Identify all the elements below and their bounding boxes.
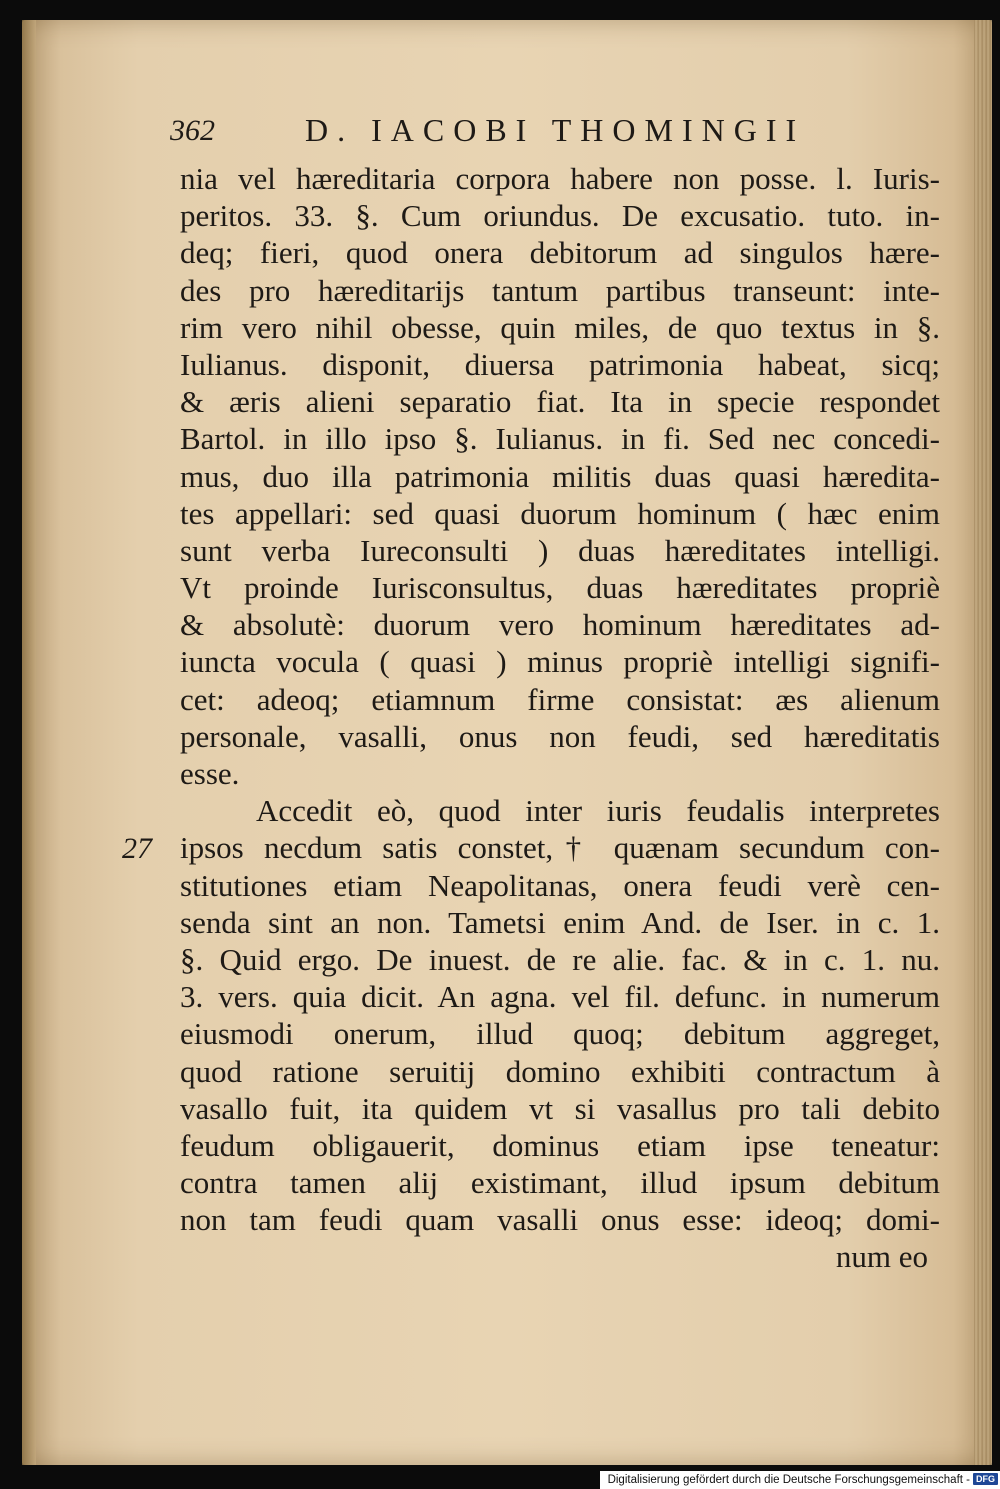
text-line: deq; fieri, quod onera debitorum ad singulos hære-: [180, 235, 940, 271]
body-text: [180, 160, 940, 1276]
text-line: mus, duo illa patrimonia militis duas quasi hæredita-: [180, 458, 940, 494]
page-fore-edge: [974, 20, 992, 1465]
text-line: & absolutè: duorum vero hominum hæreditates ad-: [180, 607, 940, 643]
catchword: num eo: [835, 1239, 928, 1275]
text-line: 3. vers. quia dicit. An agna. vel fil. defunc. in numerum: [180, 979, 940, 1015]
text-line: stitutiones etiam Neapolitanas, onera feudi verè cen-: [180, 867, 940, 903]
text-line: eiusmodi onerum, illud quoq; debitum aggreget,: [180, 1016, 940, 1052]
text-line: Vt proinde Iurisconsultus, duas hæreditates propriè: [180, 570, 940, 606]
text-line: vasallo fuit, ita quidem vt si vasallus pro tali debito: [180, 1090, 940, 1126]
text-line: non tam feudi quam vasalli onus esse: ideoq; domi-: [180, 1202, 940, 1238]
text-line: & æris alieni separatio fiat. Ita in specie respondet: [180, 384, 940, 420]
text-line-paragraph-start: Accedit eò, quod inter iuris feudalis interpretes: [256, 793, 940, 829]
page-gutter-edge: [22, 20, 36, 1465]
text-line: quod ratione seruitij domino exhibiti contractum à: [180, 1053, 940, 1089]
credit-text: Digitalisierung gefördert durch die Deutsche Forschungsgemeinschaft -: [607, 1474, 970, 1486]
text-line: rim vero nihil obesse, quin miles, de quo textus in §.: [180, 309, 940, 345]
text-line: senda sint an non. Tametsi enim And. de Iser. in c. 1.: [180, 904, 940, 940]
text-line: peritos. 33. §. Cum oriundus. De excusatio. tuto. in-: [180, 198, 940, 234]
text-line: ipsos necdum satis constet,† quænam secundum con-: [180, 830, 940, 866]
text-line: iuncta vocula ( quasi ) minus propriè intelligi signifi-: [180, 644, 940, 680]
text-line-paragraph-end: esse.: [180, 756, 240, 791]
text-line: nia vel hæreditaria corpora habere non posse. l. Iuris-: [180, 161, 940, 196]
text-line: tes appellari: sed quasi duorum hominum ( hæc enim: [180, 495, 940, 531]
margin-note-number: 27: [122, 832, 152, 865]
page-header: [170, 112, 870, 158]
text-line: contra tamen alij existimant, illud ipsum debitum: [180, 1165, 940, 1201]
running-head: D. IACOBI THOMINGII: [305, 112, 806, 148]
dfg-logo: DFG: [973, 1473, 998, 1485]
text-line: Bartol. in illo ipso §. Iulianus. in fi. Sed nec concedi-: [180, 421, 940, 457]
text-line: feudum obligauerit, dominus etiam ipse teneatur:: [180, 1127, 940, 1163]
text-line: §. Quid ergo. De inuest. de re alie. fac. & in c. 1. nu.: [180, 941, 940, 977]
text-line: personale, vasalli, onus non feudi, sed hæreditatis: [180, 718, 940, 754]
text-line: des pro hæreditarijs tantum partibus transeunt: inte-: [180, 272, 940, 308]
digitization-credit: [600, 1471, 1000, 1489]
text-line: cet: adeoq; etiamnum firme consistat: æs alienum: [180, 681, 940, 717]
text-line: sunt verba Iureconsulti ) duas hæreditates intelligi.: [180, 532, 940, 568]
text-line: Iulianus. disponit, diuersa patrimonia habeat, sicq;: [180, 346, 940, 382]
page-number: 362: [170, 114, 215, 147]
